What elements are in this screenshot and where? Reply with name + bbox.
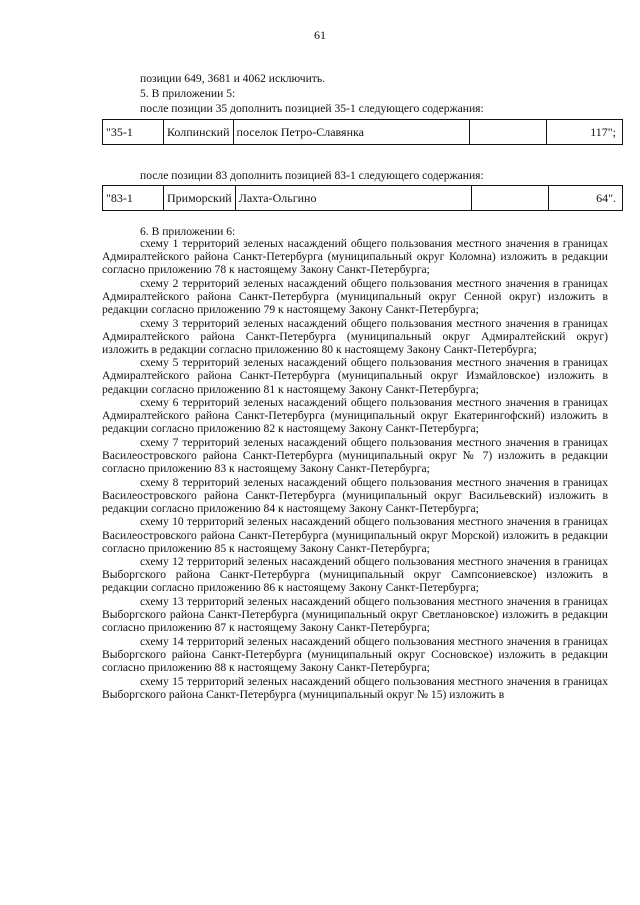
cell-district: Приморский bbox=[164, 186, 236, 211]
scheme-items-list bbox=[102, 237, 608, 701]
cell-number: "83-1 bbox=[103, 186, 164, 211]
intro-line-3: после позиции 35 дополнить позицией 35-1 следующего содержания: bbox=[140, 102, 484, 115]
intro-line-2: 5. В приложении 5: bbox=[140, 87, 236, 100]
cell-value: 64". bbox=[548, 186, 622, 211]
cell-name: поселок Петро-Славянка bbox=[233, 120, 469, 145]
list-item: схему 5 территорий зеленых насаждений общего пользования местного значения в границах Адмиралтейского района Санкт-Петербурга (муниципальный округ Измайловское) изложить в редакции согласно приложению 81 к настоящему Закону Санкт-Петербурга; bbox=[102, 356, 608, 396]
list-item: схему 7 территорий зеленых насаждений общего пользования местного значения в границах Василеостровского района Санкт-Петербурга (муниципальный округ № 7) изложить в редакции согласно приложению 83 к настоящему Закону Санкт-Петербурга; bbox=[102, 435, 608, 476]
intro-line-1: позиции 649, 3681 и 4062 исключить. bbox=[140, 72, 326, 85]
page-number: 61 bbox=[314, 28, 326, 42]
list-item: схему 15 территорий зеленых насаждений общего пользования местного значения в границах Выборгского района Санкт-Петербурга (муниципальный округ № 15) изложить в bbox=[102, 674, 608, 701]
list-item: схему 3 территорий зеленых насаждений общего пользования местного значения в границах Адмиралтейского района Санкт-Петербурга (муниципальный округ Адмиралтейский округ) изложить в редакции согласно приложению 80 к настоящему Закону Санкт-Петербурга; bbox=[102, 316, 608, 356]
list-item: схему 6 территорий зеленых насаждений общего пользования местного значения в границах Адмиралтейского района Санкт-Петербурга (муниципальный округ Екатерингофский) изложить в редакции согласно приложению 82 к настоящему Закону Санкт-Петербурга; bbox=[102, 396, 608, 436]
list-item: схему 13 территорий зеленых насаждений общего пользования местного значения в границах Выборгского района Санкт-Петербурга (муниципальный округ Светлановское) изложить в редакции согласно приложению 87 к настоящему Закону Санкт-Петербурга; bbox=[102, 595, 608, 635]
cell-value: 117"; bbox=[546, 120, 622, 145]
section-6-title: 6. В приложении 6: bbox=[140, 225, 236, 238]
position-table-35-1 bbox=[102, 119, 623, 145]
cell-district: Колпинский bbox=[164, 120, 234, 145]
cell-empty bbox=[471, 186, 548, 211]
table-row bbox=[103, 120, 623, 145]
list-item: схему 8 территорий зеленых насаждений общего пользования местного значения в границах Василеостровского района Санкт-Петербурга (муниципальный округ Васильевский) изложить в редакции согласно приложению 84 к настоящему Закону Санкт-Петербурга; bbox=[102, 475, 608, 515]
cell-name: Лахта-Ольгино bbox=[235, 186, 471, 211]
position-table-83-1 bbox=[102, 185, 623, 211]
after-table-1-line: после позиции 83 дополнить позицией 83-1 следующего содержания: bbox=[140, 169, 484, 182]
list-item: схему 1 территорий зеленых насаждений общего пользования местного значения в границах Адмиралтейского района Санкт-Петербурга (муниципальный округ Коломна) изложить в редакции согласно приложению 78 к настоящему Закону Санкт-Петербурга; bbox=[102, 237, 608, 277]
list-item: схему 12 территорий зеленых насаждений общего пользования местного значения в границах Выборгского района Санкт-Петербурга (муниципальный округ Сампсониевское) изложить в редакции согласно приложению 86 к настоящему Закону Санкт-Петербурга; bbox=[102, 555, 608, 595]
list-item: схему 14 территорий зеленых насаждений общего пользования местного значения в границах Выборгского района Санкт-Петербурга (муниципальный округ Сосновское) изложить в редакции согласно приложению 88 к настоящему Закону Санкт-Петербурга; bbox=[102, 634, 608, 674]
table-row bbox=[103, 186, 623, 211]
cell-empty bbox=[469, 120, 546, 145]
list-item: схему 2 территорий зеленых насаждений общего пользования местного значения в границах Адмиралтейского района Санкт-Петербурга (муниципальный округ Сенной округ) изложить в редакции согласно приложению 79 к настоящему Закону Санкт-Петербурга; bbox=[102, 276, 608, 316]
list-item: схему 10 территорий зеленых насаждений общего пользования местного значения в границах Василеостровского района Санкт-Петербурга (муниципальный округ Морской) изложить в редакции согласно приложению 85 к настоящему Закону Санкт-Петербурга; bbox=[102, 515, 608, 555]
cell-number: "35-1 bbox=[103, 120, 164, 145]
